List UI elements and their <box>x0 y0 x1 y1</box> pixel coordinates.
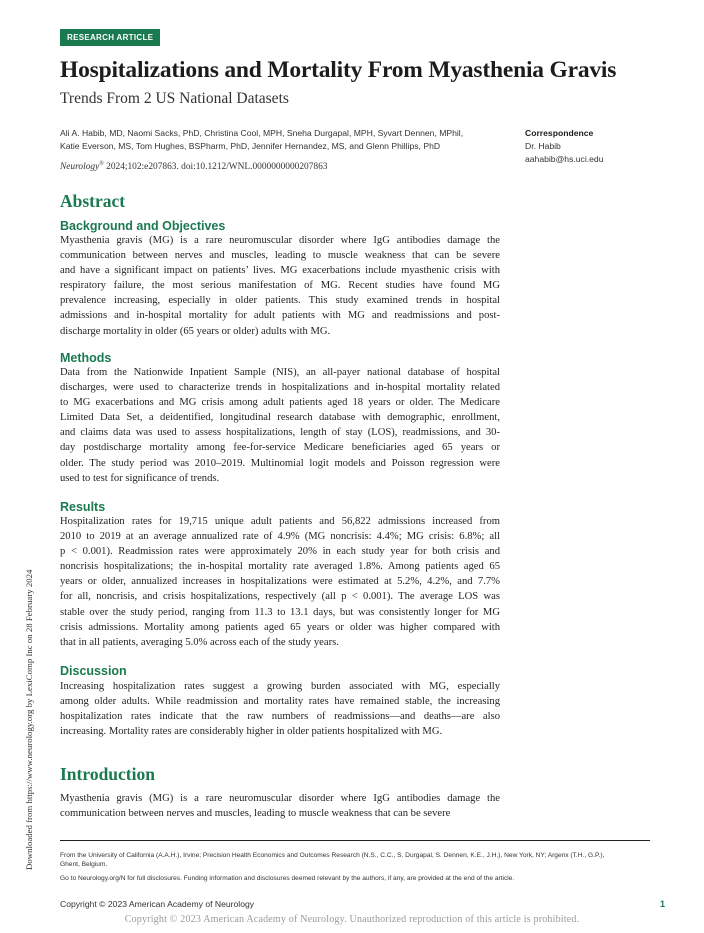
paragraph-line: stable over the study period, ranging from 11.3 to 13.1 days, but was consistently longer for MG <box>60 606 500 618</box>
citation-details: 2024;102:e207863. doi:10.1212/WNL.0000000000207863 <box>106 162 328 173</box>
abstract-heading: Abstract <box>60 191 126 211</box>
paragraph-line: that in all patients, averaging 5.0% across each of the study years. <box>60 636 339 648</box>
paragraph-line: discharge mortality in older (65 years or older) adults with MG. <box>60 325 331 337</box>
discussion-paragraph <box>60 679 500 739</box>
paragraph-line: and have a significant impact on patients’ lives. MG exacerbations include myasthenic crisis with <box>60 265 500 277</box>
paragraph-line: for all, noncrisis, and crisis hospitalizations, respectively (all p < 0.001). The average LOS was <box>60 591 500 603</box>
paragraph-line: day postdischarge mortality among fee-for-service Medicare beneficiaries aged 65 years or <box>60 442 500 454</box>
paragraph-line: among older adults. While readmission and mortality rates have remained stable, the increasing <box>60 696 500 708</box>
methods-heading: Methods <box>60 351 112 365</box>
affiliation-line: Ghent, Belgium. <box>60 861 108 868</box>
introduction-paragraph <box>60 791 500 821</box>
paragraph-line: admissions and in-hospital mortality for adult patients with MG and readmissions and post- <box>60 310 500 322</box>
paragraph-line: communication between nerves and muscles, leading to muscle weakness that can be severe <box>60 250 500 262</box>
background-paragraph <box>60 233 500 339</box>
paragraph-line: and claims data was used to assess hospitalizations, length of stay (LOS), readmissions, and 30- <box>60 427 500 439</box>
page-number: 1 <box>660 899 666 909</box>
paragraph-line: communication between nerves and muscles, leading to muscle weakness that can be severe <box>60 808 451 820</box>
paragraph-line: crisis admissions. Mortality among patients aged 65 years or older was higher compared with <box>60 621 500 633</box>
results-heading: Results <box>60 500 106 514</box>
paragraph-line: 2010 to 2019 at an average annualized rate of 4.9% (MG noncrisis: 4.4%; MG crisis: 6.8%; all <box>60 531 500 543</box>
paragraph-line: Data from the Nationwide Inpatient Sample (NIS), an all-payer national database of hospital <box>60 367 500 378</box>
correspondence-block <box>525 127 604 166</box>
introduction-heading: Introduction <box>60 764 155 784</box>
copyright-watermark: Copyright © 2023 American Academy of Neurology. Unauthorized reproduction of this article is prohibited. <box>124 914 580 925</box>
article-type-badge: RESEARCH ARTICLE <box>60 29 160 46</box>
background-heading: Background and Objectives <box>60 219 226 233</box>
author-line: Katie Everson, MS, Tom Hughes, BSPharm, PhD, Jennifer Hernandez, MS, and Glenn Phillips, PhD <box>60 141 441 151</box>
paragraph-line: Limited Data Set, a deidentified, longitudinal research database with demographic, enrollment, <box>60 412 500 424</box>
results-paragraph <box>60 514 500 650</box>
citation: Neurology® 2024;102:e207863. doi:10.1212/WNL.0000000000207863 <box>60 161 328 173</box>
paragraph-line: Hospitalization rates for 19,715 unique adult patients and 56,822 admissions increased from <box>60 516 500 527</box>
paragraph-line: older. The study period was 2010–2019. Multinomial logit models and Poisson regression were <box>60 457 500 469</box>
paragraph-line: respiratory failure, the most serious manifestation of MG. Recent studies have found MG <box>60 280 500 292</box>
disclosure-footnote: Go to Neurology.org/N for full disclosures. Funding information and disclosures deemed relevant by the authors, if any, are provided at the end of the article. <box>60 875 515 882</box>
download-side-note: Downloaded from https://www.neurology.org by LexiComp Inc on 28 February 2024 <box>24 569 34 870</box>
affiliation-footnote <box>60 851 652 869</box>
affiliation-line: From the University of California (A.A.H.), Irvine; Precision Health Economics and Outcomes Research (N.S., C.C., S. Durgapal, S. Dennen, K.E., J.H.), New York, NY; Argenx (T.H., G.P.), <box>60 852 605 859</box>
paragraph-line: Increasing hospitalization rates suggest a growing burden associated with MG, especially <box>60 681 500 692</box>
paragraph-line: Myasthenia gravis (MG) is a rare neuromuscular disorder where IgG antibodies damage the <box>60 793 500 804</box>
author-list <box>60 127 490 153</box>
footnote-divider <box>60 840 650 841</box>
article-subtitle: Trends From 2 US National Datasets <box>60 90 289 107</box>
paragraph-line: increasing. Mortality rates are considerably higher in older patients hospitalized with MG. <box>60 726 443 738</box>
paragraph-line: discharges, were used to characterize trends in hospitalizations and in-hospital mortality related <box>60 382 500 394</box>
paragraph-line: noncrisis hospitalizations; the in-hospital mortality rate averaged 1.8%. Among patients aged 65 <box>60 561 500 573</box>
article-title: Hospitalizations and Mortality From Myasthenia Gravis <box>60 57 617 83</box>
paragraph-line: used to test for significance of trends. <box>60 472 220 484</box>
copyright-notice: Copyright © 2023 American Academy of Neurology <box>60 899 255 909</box>
methods-paragraph <box>60 365 500 486</box>
correspondence-email[interactable]: aahabib@hs.uci.edu <box>525 154 604 164</box>
paragraph-line: prevalence increasing, especially in older patients. This study examined trends in hospital <box>60 295 500 307</box>
paragraph-line: hospitalization rates indicate that the raw numbers of readmissions—and deaths—are also <box>60 711 500 723</box>
paragraph-line: Myasthenia gravis (MG) is a rare neuromuscular disorder where IgG antibodies damage the <box>60 235 500 246</box>
correspondence-name: Dr. Habib <box>525 141 561 151</box>
paragraph-line: to MG exacerbations and MG crisis among adult patients aged 18 years or older. The Medicare <box>60 397 500 409</box>
correspondence-label: Correspondence <box>525 128 594 138</box>
paragraph-line: p < 0.001). Readmission rates were approximately 20% in each study year for both crisis and <box>60 546 500 558</box>
paragraph-line: years or older, annualized increases in hospitalizations were estimated at 5.2%, 4.2%, and 7.7% <box>60 576 500 588</box>
discussion-heading: Discussion <box>60 664 127 678</box>
author-line: Ali A. Habib, MD, Naomi Sacks, PhD, Christina Cool, MPH, Sneha Durgapal, MPH, Syvart Dennen, MPhil, <box>60 128 464 138</box>
journal-name: Neurology <box>60 162 100 173</box>
